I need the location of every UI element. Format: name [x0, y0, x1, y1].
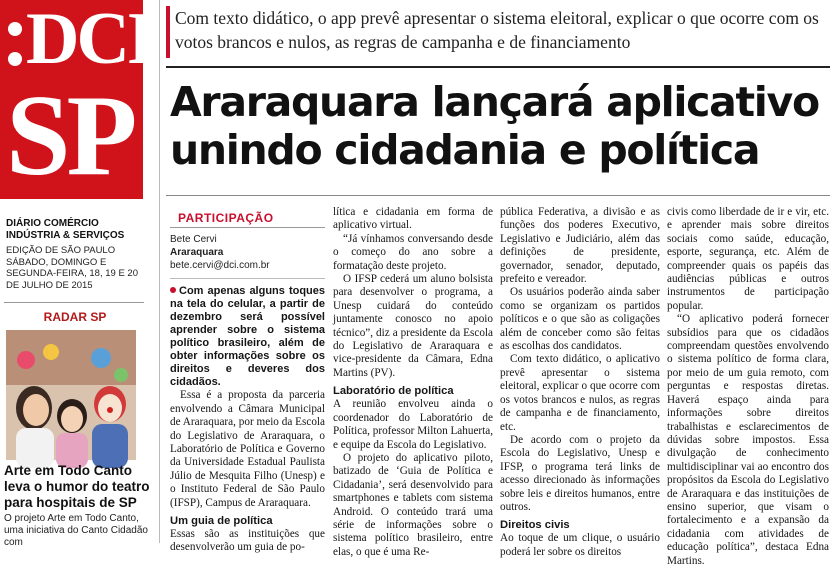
paragraph: Os usuários poderão ainda saber como se organizam os partidos políticos e o que são as coligações além de conceber como são feitas as escolhas dos candidatos.	[500, 286, 660, 353]
headline-bottom-rule	[166, 195, 830, 196]
section-tag: PARTICIPAÇÃO	[178, 211, 274, 225]
lead-bullet-icon	[170, 287, 176, 293]
paragraph: “O aplicativo poderá fornecer subsídios para que os cidadãos compreendam questões envolvendo o sistema político de forma clara, por meio de um guia remoto, com perguntas e respostas diretas. Haverá espaço ainda para informações sobre direitos trabalhistas e esclarecimentos de dúvidas sobre impostos. Essa divulgação de conhecimento multidisciplinar vai ao encontro dos propósitos da Escola do Legislativo de Araraquara e das instituições de ensino superior, que visam o fortalecimento e a expansão da cidadania com atividades de educação política”, destaca Edna Martins.	[667, 313, 829, 567]
paragraph: “Já vínhamos conversando desde o começo do ano sobre a formatação deste projeto.	[333, 232, 493, 272]
paragraph: De acordo com o projeto da Escola do Legislativo, Unesp e IFSP, o programa terá links de acesso direcionado às informações sobre leis e direitos humanos, entre outros.	[500, 433, 660, 513]
logo-text-sp: SP	[6, 72, 134, 200]
article-lead	[170, 285, 325, 389]
radar-photo	[6, 330, 136, 460]
section-tag-rule	[170, 227, 325, 228]
paragraph: O IFSP cederá um aluno bolsista para desenvolver o programa, a Unesp cuidará do conteúdo juntamente conosco no apoio técnico”, diz a presidente da Escola do Legislativo de Araraquara e vice-presidente da Câmara, Edna Martins (PV).	[333, 273, 493, 379]
headline-top-rule	[166, 66, 830, 68]
headline-line-2: unindo cidadania e política	[170, 126, 760, 174]
sidebar-divider	[4, 302, 144, 303]
subhead-laboratorio: Laboratório de política	[333, 385, 454, 398]
paragraph: O projeto do aplicativo piloto, batizado de ‘Guia de Política e Cidadania’, será desenvolvido para smartphones e tablets com sistema Android. O conteúdo trará uma série de informações sobre o sistema político brasileiro, entre elas, o que é uma Re-	[333, 451, 493, 558]
paragraph: civis como liberdade de ir e vir, etc. e aprender mais sobre direitos sociais como saúde, educação, esporte, segurança, etc. Além de compreender quais os papéis das audiências públicas e outros instrumentos de participação popular.	[667, 206, 829, 312]
article-lead-text: Com apenas alguns toques na tela do celular, a partir de dezembro será possível aprender sobre o sistema político brasileiro, além de obter informações sobre os direitos e deveres dos cidadãos.	[170, 285, 325, 389]
radar-headline: Arte em Todo Canto leva o humor do teatro para hospitais de SP	[4, 463, 150, 510]
paragraph: pública Federativa, a divisão e as funções dos poderes Executivo, Legislativo e Judiciário, além das definições de presidente, governador, senador, deputado, prefeito e vereador.	[500, 206, 660, 286]
logo-dot-lower	[8, 52, 22, 66]
paragraph: lítica e cidadania em forma de aplicativo virtual.	[333, 206, 493, 232]
edition-info: EDIÇÃO DE SÃO PAULO SÁBADO, DOMINGO E SEGUNDA-FEIRA, 18, 19 E 20 DE JULHO DE 2015	[6, 245, 138, 291]
article-headline	[170, 78, 830, 174]
author-city: Araraquara	[170, 247, 224, 259]
article-column-3	[500, 206, 660, 558]
byline-rule	[170, 278, 325, 279]
dci-sp-logo	[0, 0, 153, 200]
dek-accent-bar	[166, 6, 170, 58]
logo-dot-upper	[8, 22, 22, 36]
sidebar-separator	[159, 0, 160, 543]
subhead-direitos: Direitos civis	[500, 519, 570, 532]
radar-body-text: O projeto Arte em Todo Canto, uma iniciativa do Canto Cidadão com	[4, 513, 148, 548]
paper-name: DIÁRIO COMÉRCIO INDÚSTRIA & SERVIÇOS	[6, 218, 125, 241]
article-dek: Com texto didático, o app prevê apresentar o sistema eleitoral, explicar o que ocorre com os votos brancos e nulos, as regras de campanha e de financiamento	[175, 8, 819, 52]
headline-line-1: Araraquara lançará aplicativo	[170, 78, 819, 126]
logo-text-dci: DCI	[26, 0, 153, 80]
author-email[interactable]: bete.cervi@dci.com.br	[170, 260, 270, 272]
author-name: Bete Cervi	[170, 234, 217, 246]
article-column-4	[667, 206, 829, 567]
subhead-guia: Um guia de política	[170, 515, 273, 528]
article-column-1	[170, 206, 325, 554]
paragraph: Com texto didático, o aplicativo prevê apresentar o sistema eleitoral, explicar o que ocorre com os votos brancos e nulos, as regras de campanha e de financiamento, etc.	[500, 353, 660, 433]
radar-section-title: RADAR SP	[43, 310, 107, 324]
radar-photo-illustration	[6, 330, 136, 460]
paragraph: A reunião envolveu ainda o coordenador do Laboratório de Política, professor Milton Lahuerta, e equipe da Escola do Legislativo.	[333, 398, 494, 451]
paragraph: Essa é a proposta da parceria envolvendo a Câmara Municipal de Araraquara, por meio da Escola do Legislativo de Araraquara, o Laboratório de Política e Governo da Universidade Estadual Paulista Júlio de Mesquita Filho (Unesp) e o Instituto Federal de São Paulo (IFSP), Campus de Araraquara.	[170, 389, 325, 509]
article-column-2	[333, 206, 494, 558]
paragraph: Ao toque de um clique, o usuário poderá ler sobre os direitos	[500, 532, 660, 558]
paragraph: Essas são as instituições que desenvolverão um guia de po-	[170, 528, 325, 554]
